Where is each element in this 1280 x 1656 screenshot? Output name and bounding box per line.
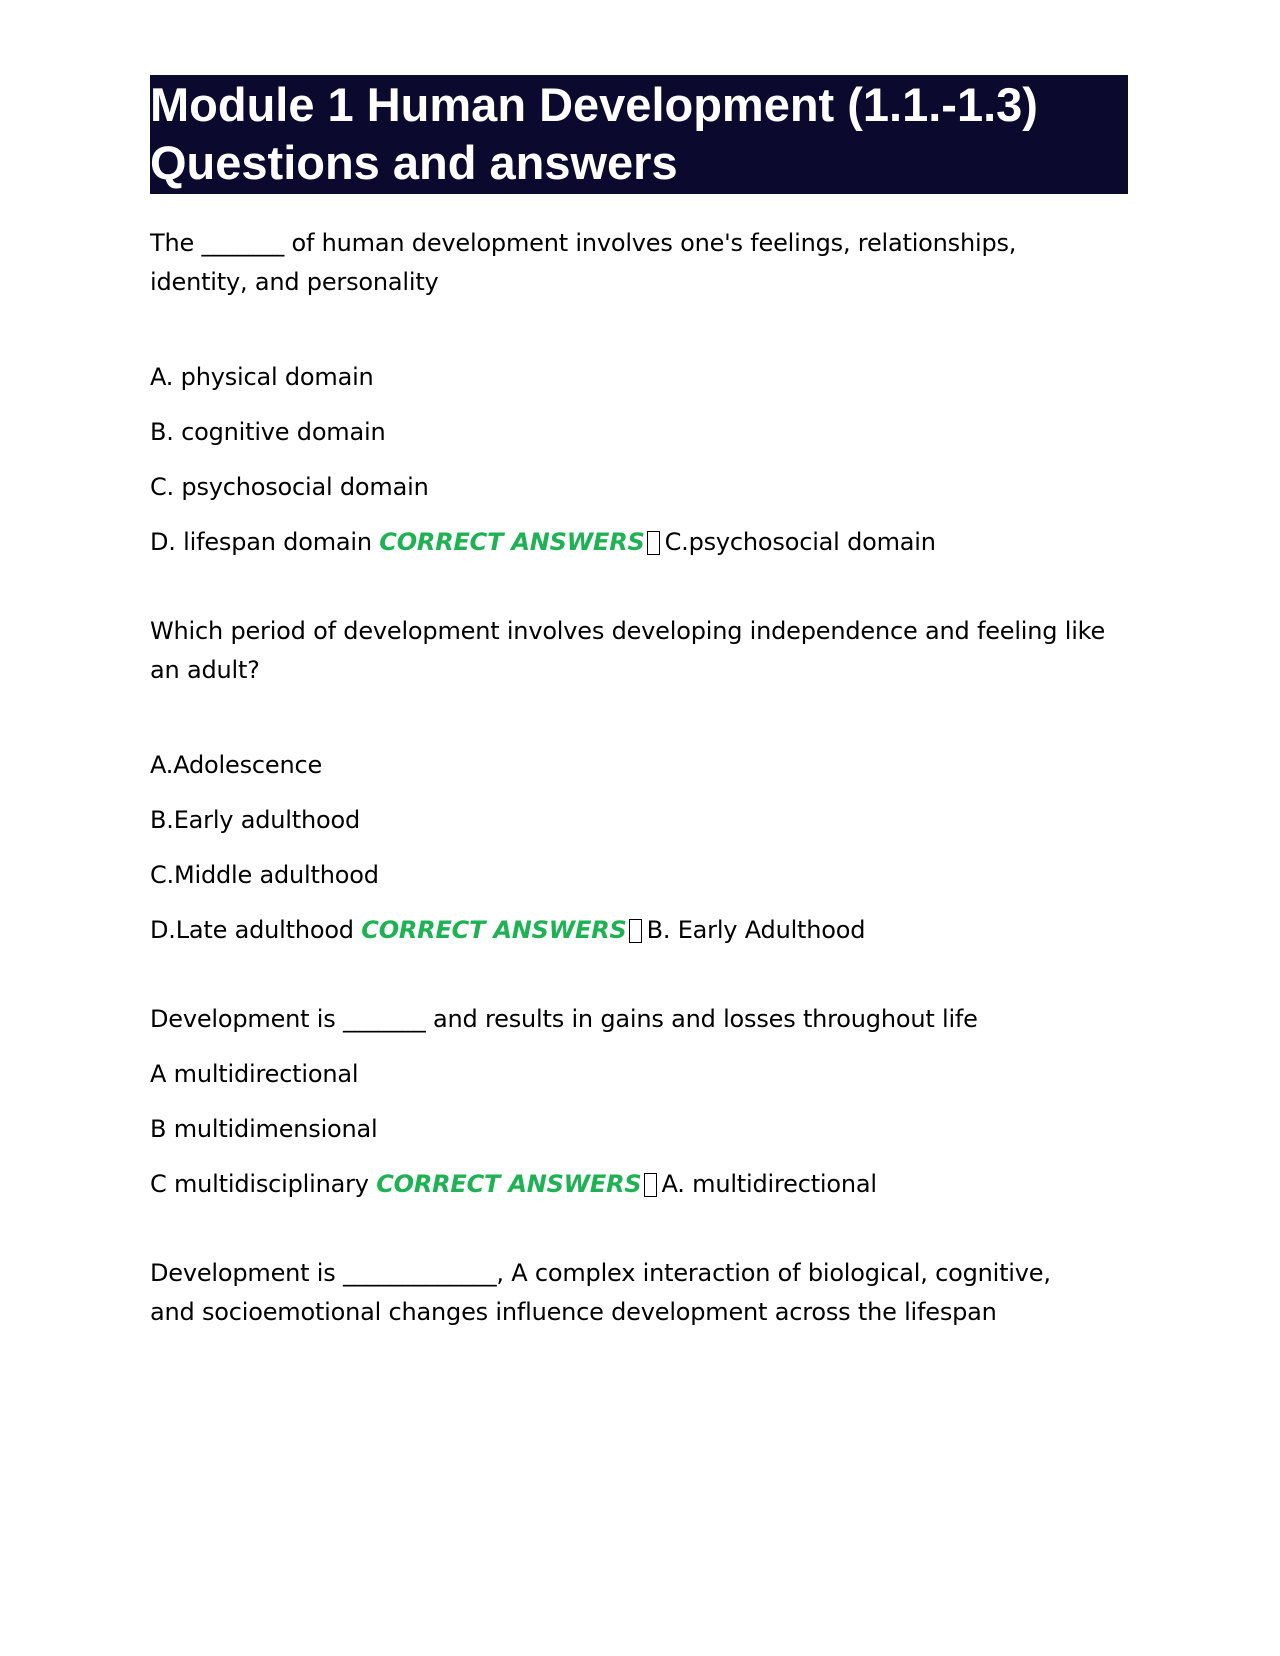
title-line-1: Module 1 Human Development (1.1.-1.3) (150, 78, 1038, 131)
option-c: C multidisciplinary (150, 1170, 369, 1198)
question-line: identity, and personality (150, 268, 439, 296)
option-d-with-answer (150, 523, 1130, 562)
option-d: D.Late adulthood (150, 916, 354, 944)
question-text (150, 1000, 1130, 1039)
missing-glyph-box-icon (629, 919, 642, 943)
document-title (150, 75, 1128, 194)
title-line-2: Questions and answers (150, 136, 678, 189)
question-4 (150, 1254, 1130, 1332)
question-line: Development is _____________, A complex interaction of biological, cognitive, (150, 1259, 1051, 1287)
option-c: C. psychosocial domain (150, 473, 429, 501)
answer-text: B. Early Adulthood (646, 916, 866, 944)
answer-text: A. multidirectional (661, 1170, 877, 1198)
answer-text: C.psychosocial domain (664, 528, 936, 556)
correct-answers-label: CORRECT ANSWERS (361, 916, 627, 944)
question-text (150, 224, 1130, 302)
question-1 (150, 224, 1130, 562)
question-3 (150, 1000, 1130, 1204)
option-a: A. physical domain (150, 363, 374, 391)
question-text (150, 612, 1130, 690)
question-line: The _______ of human development involves one's feelings, relationships, (150, 229, 1017, 257)
option-b: B.Early adulthood (150, 806, 360, 834)
question-line: Development is _______ and results in gains and losses throughout life (150, 1005, 978, 1033)
question-line: Which period of development involves developing independence and feeling like (150, 617, 1106, 645)
question-text (150, 1254, 1130, 1332)
option-a: A.Adolescence (150, 751, 323, 779)
option-a: A multidirectional (150, 1060, 359, 1088)
correct-answers-label: CORRECT ANSWERS (379, 528, 645, 556)
document-page (150, 75, 1130, 1332)
option-d-with-answer (150, 911, 1130, 950)
option-b: B multidimensional (150, 1115, 378, 1143)
question-line: and socioemotional changes influence development across the lifespan (150, 1298, 997, 1326)
option-c-with-answer (150, 1165, 1130, 1204)
missing-glyph-box-icon (644, 1173, 657, 1197)
option-b: B. cognitive domain (150, 418, 386, 446)
correct-answers-label: CORRECT ANSWERS (376, 1170, 642, 1198)
question-2 (150, 612, 1130, 950)
option-d: D. lifespan domain (150, 528, 372, 556)
missing-glyph-box-icon (647, 531, 660, 555)
option-c: C.Middle adulthood (150, 861, 379, 889)
question-line: an adult? (150, 656, 260, 684)
